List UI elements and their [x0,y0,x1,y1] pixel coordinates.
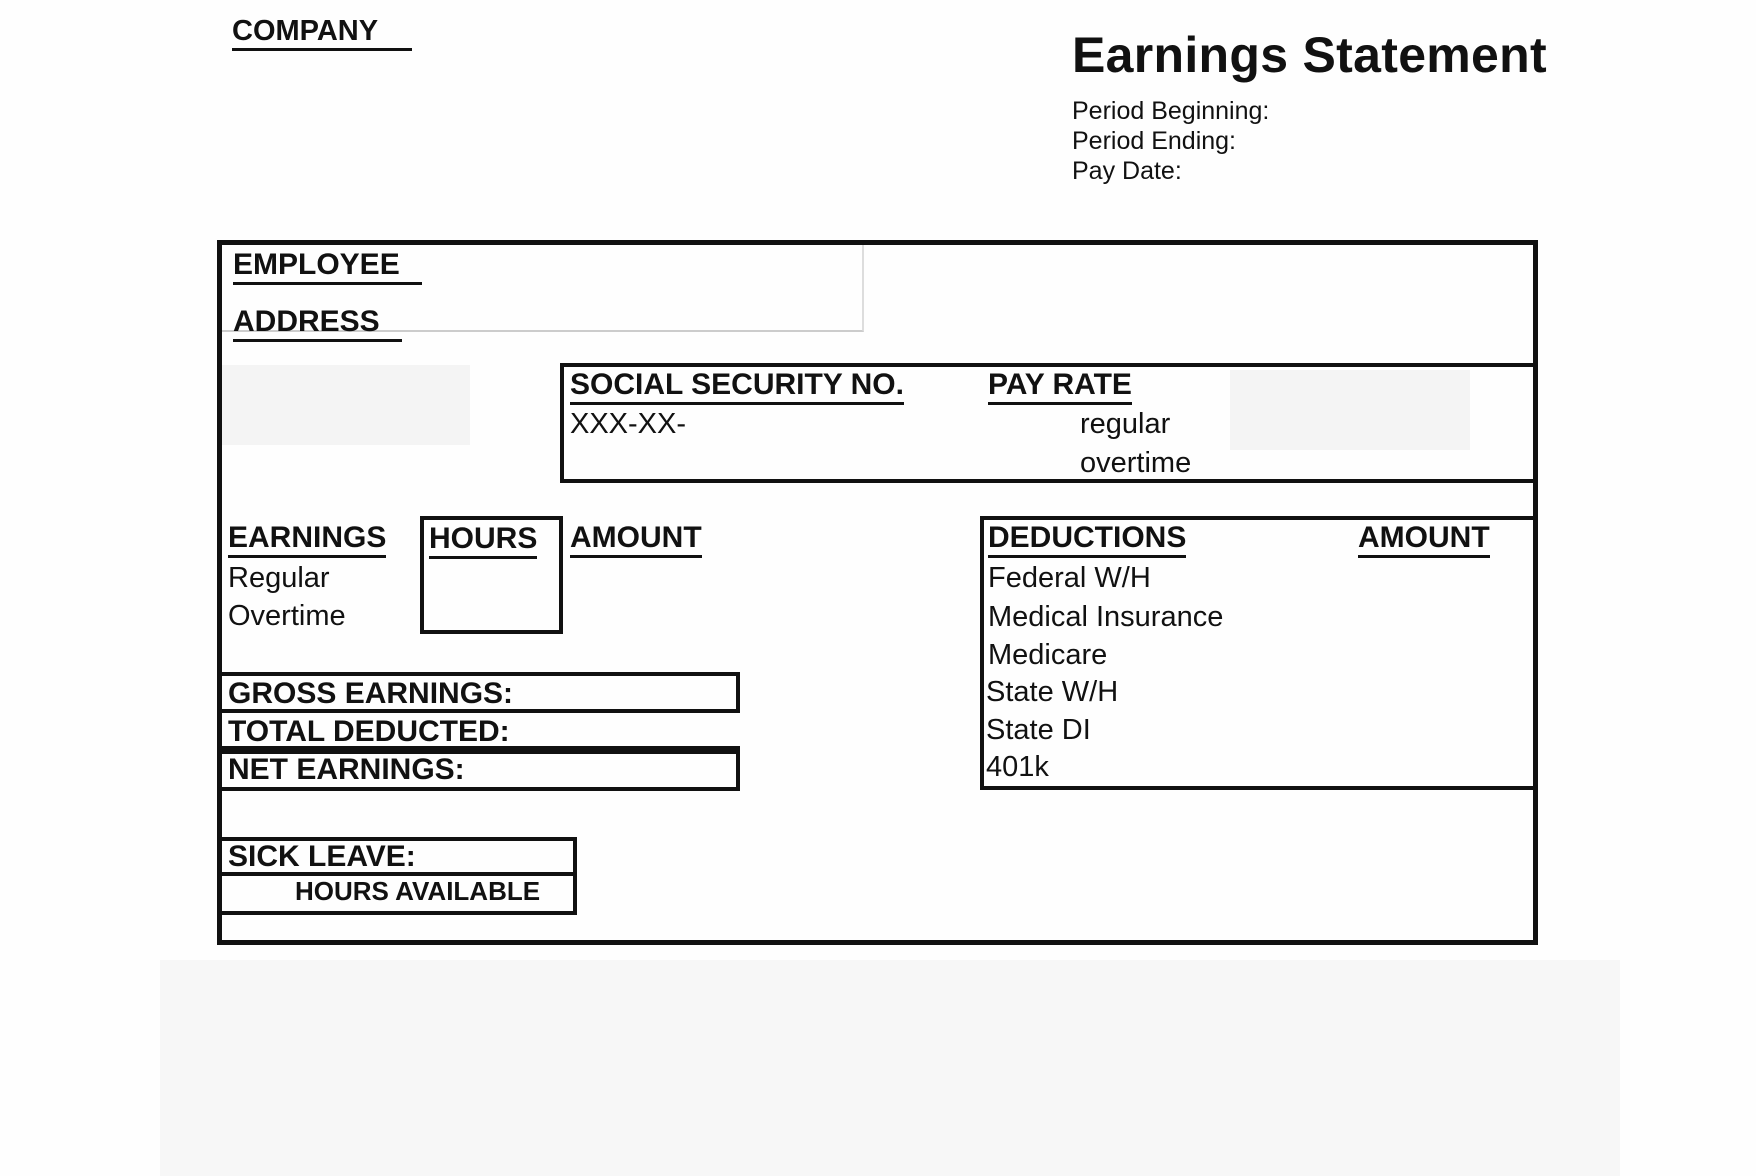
rate-overtime-label: overtime [1080,447,1192,479]
net-earnings-label: NET EARNINGS: [228,753,465,786]
period-beginning-label: Period Beginning: [1072,97,1270,125]
ssn-value: XXX-XX- [570,408,687,440]
address-label: ADDRESS [233,305,402,342]
page-title: Earnings Statement [1072,27,1547,83]
total-deducted-label: TOTAL DEDUCTED: [228,715,510,748]
earnings-row-regular: Regular [228,562,330,594]
employee-label: EMPLOYEE [233,248,422,285]
hours-available-label: HOURS AVAILABLE [295,876,541,906]
frame-notch [217,328,221,364]
period-ending-label: Period Ending: [1072,127,1237,155]
hours-label: HOURS [429,522,537,559]
sick-leave-label: SICK LEAVE: [228,840,416,873]
deduction-federal-wh: Federal W/H [988,562,1151,594]
rate-regular-label: regular [1080,408,1171,440]
deductions-amount-label: AMOUNT [1358,521,1490,558]
ssn-label: SOCIAL SECURITY NO. [570,368,904,405]
amount-label: AMOUNT [570,521,702,558]
deductions-label: DEDUCTIONS [988,521,1186,558]
deduction-medicare: Medicare [988,639,1108,671]
earnings-label: EARNINGS [228,521,386,558]
deduction-state-wh: State W/H [986,676,1119,708]
company-label: COMPANY [232,14,412,51]
scan-ghost-area [160,960,1620,1176]
deduction-state-di: State DI [986,714,1091,746]
gross-earnings-label: GROSS EARNINGS: [228,677,514,710]
deduction-401k: 401k [986,751,1049,783]
pay-rate-label: PAY RATE [988,368,1132,405]
earnings-row-overtime: Overtime [228,600,346,632]
pay-date-label: Pay Date: [1072,157,1182,185]
deduction-medical-insurance: Medical Insurance [988,601,1224,633]
